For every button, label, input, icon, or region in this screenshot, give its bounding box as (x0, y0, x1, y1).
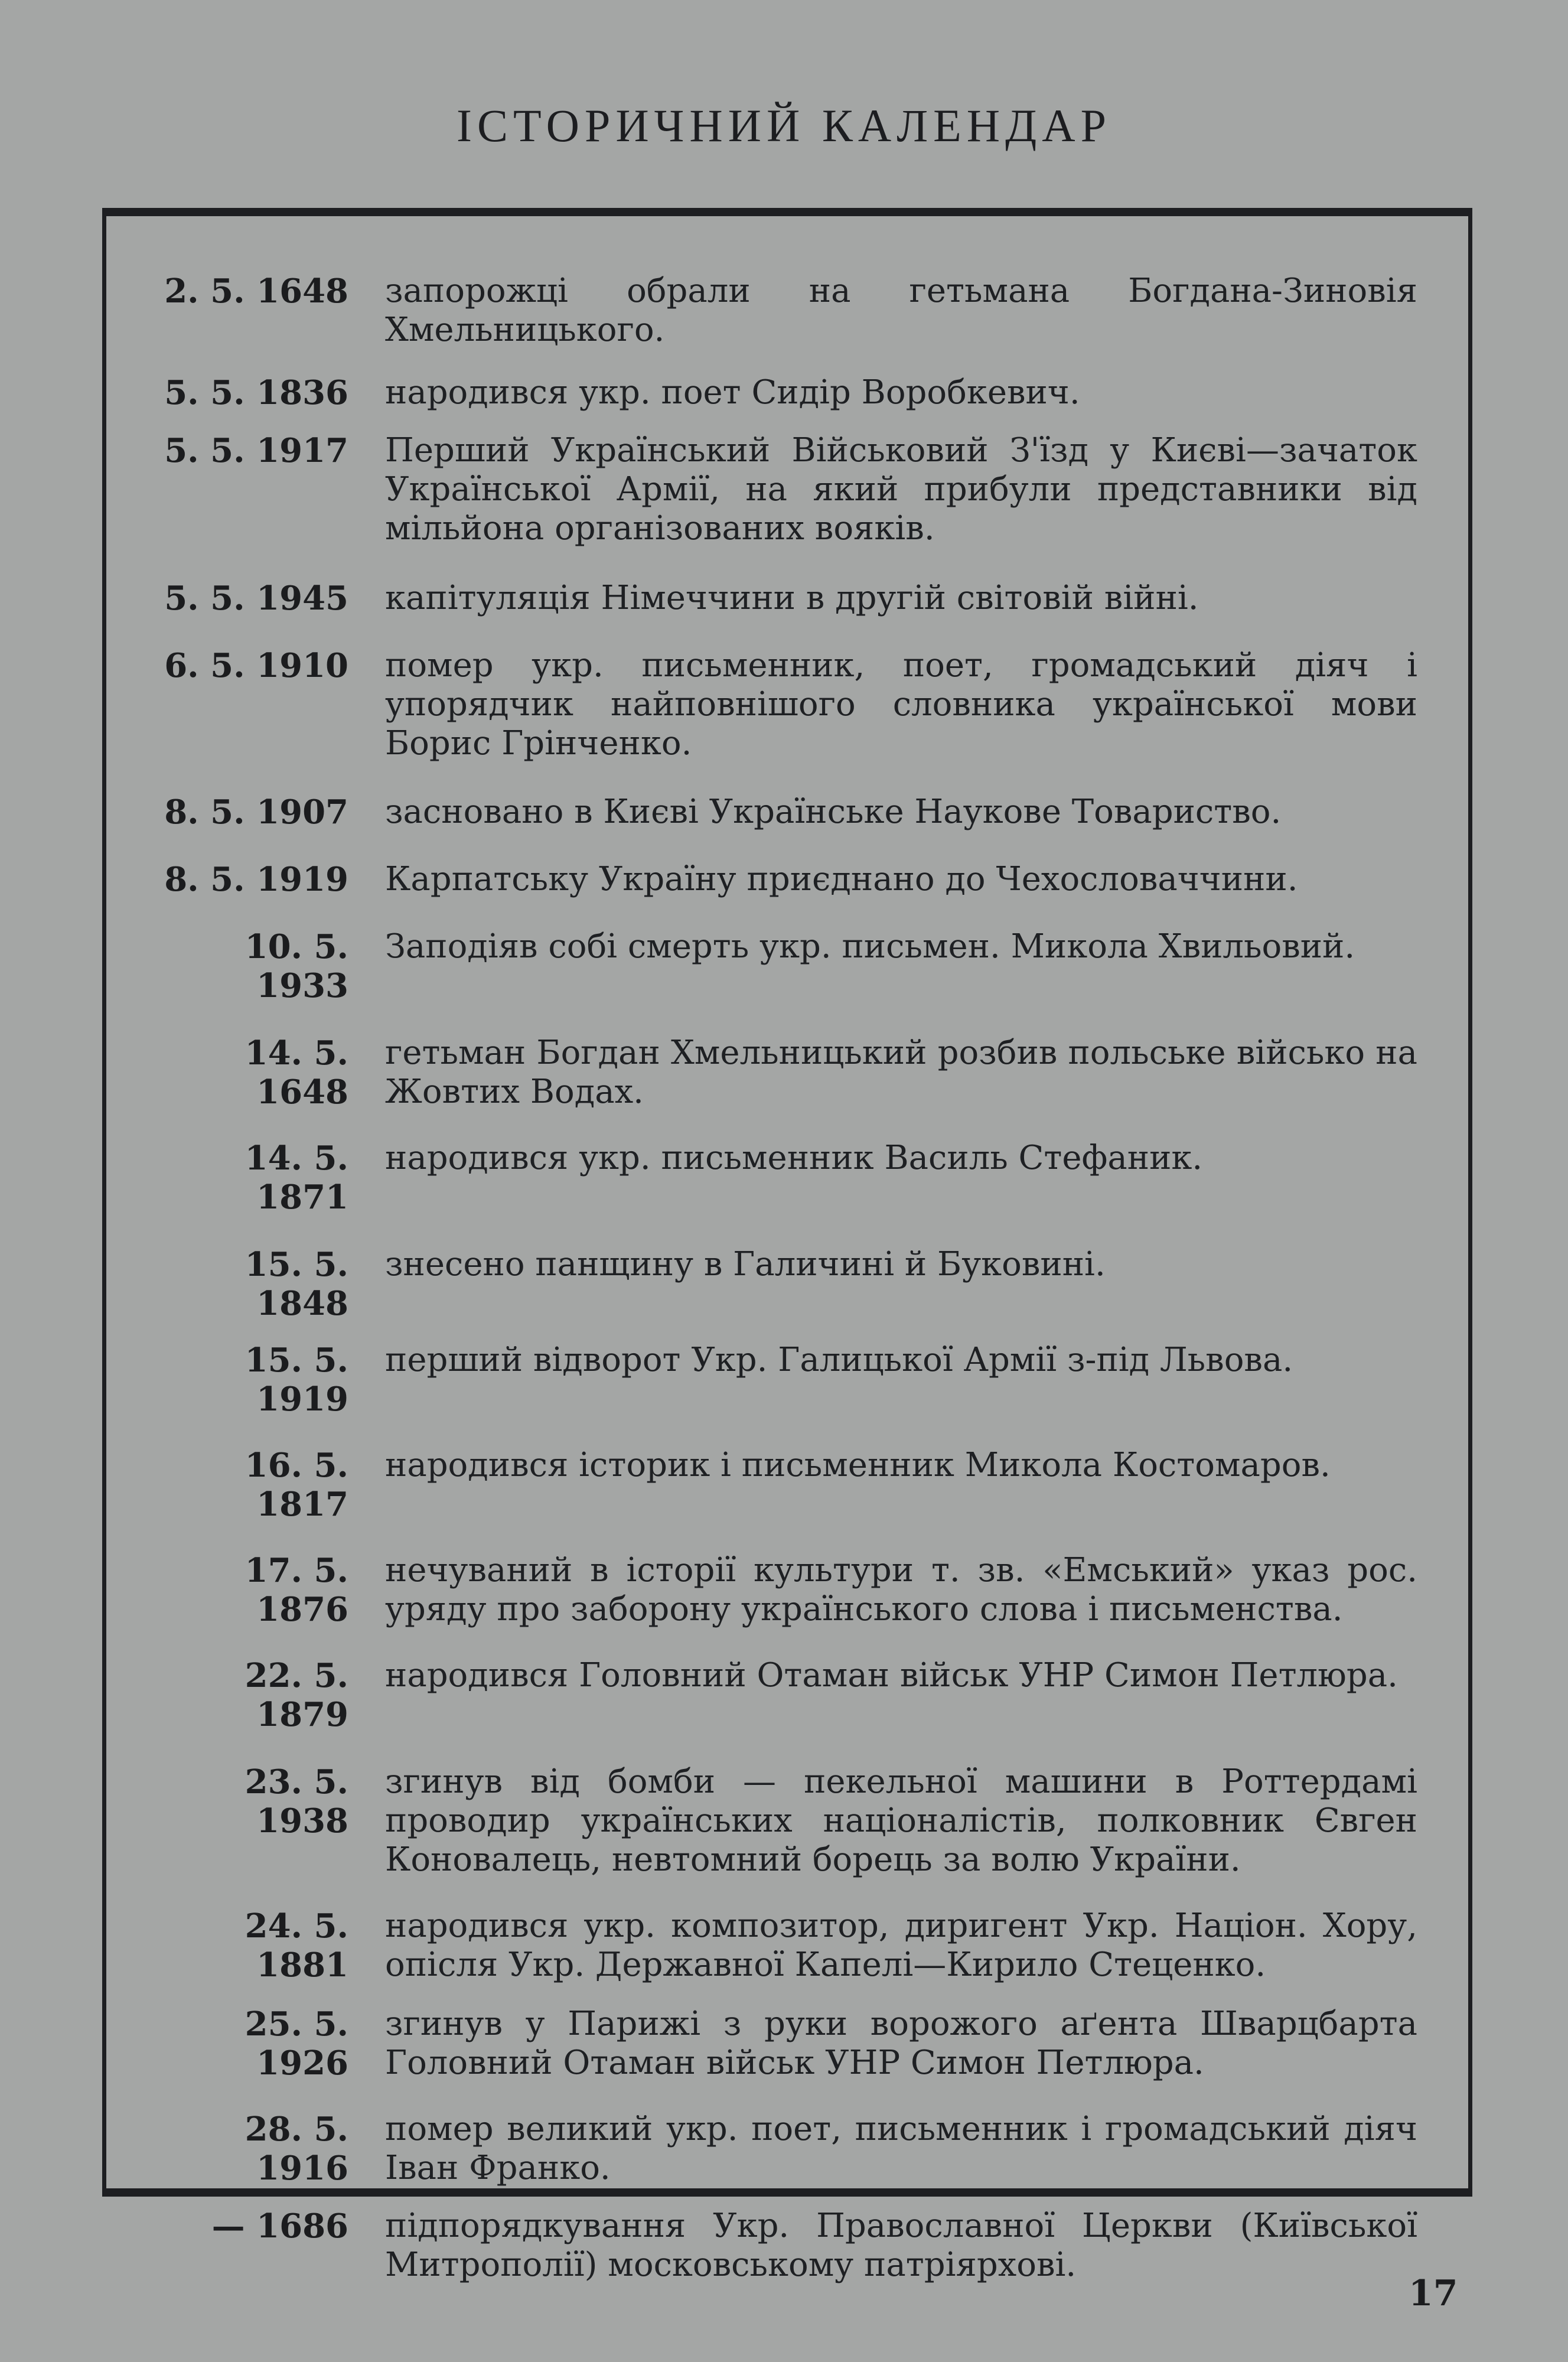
list-item (142, 373, 1417, 412)
entry-text: народився укр. поет Сидір Воробкевич. (385, 373, 1080, 412)
list-item (142, 2005, 1417, 2083)
entry-date: 24. 5. 1881 (245, 1907, 348, 1985)
list-item (142, 1446, 1417, 1524)
list-item (142, 579, 1417, 618)
list-item (142, 272, 1417, 350)
entry-date: 23. 5. 1938 (245, 1762, 348, 1840)
list-item (142, 860, 1417, 899)
list-item (142, 927, 1417, 1005)
list-item (142, 431, 1417, 548)
entry-text: перший відворот Укр. Галицької Армії з-під Львова. (385, 1341, 1293, 1379)
entry-text: народився укр. композитор, диригент Укр. Націон. Хору, опісля Укр. Державної Капелі—Кирило Стеценко. (385, 1907, 1417, 1984)
entry-date: 22. 5. 1879 (245, 1656, 348, 1734)
entry-date: 16. 5. 1817 (245, 1446, 348, 1524)
entry-text: нечуваний в історії культури т. зв. «Емський» указ рос. уряду про заборону українського слова і письменства. (385, 1551, 1417, 1628)
entry-text: гетьман Богдан Хмельницький розбив польське військо на Жовтих Водах. (385, 1034, 1417, 1111)
entry-text: помер укр. письменник, поет, громадський діяч і упорядчик найповнішого словника української мови Борис Грінченко. (385, 646, 1417, 763)
entry-text: народився Головний Отаман військ УНР Симон Петлюра. (385, 1656, 1398, 1695)
entry-text: Перший Український Військовий З'їзд у Києві—зачаток Української Армії, на який прибули представники від мільйона організованих вояків. (385, 431, 1417, 548)
list-item (142, 1762, 1417, 1879)
entry-date: 15. 5. 1919 (245, 1341, 348, 1419)
list-item (142, 793, 1417, 832)
list-item (142, 646, 1417, 763)
entry-date: — 1686 (211, 2207, 348, 2246)
list-item (142, 1034, 1417, 1112)
entry-text: запорожці обрали на гетьмана Богдана-Зиновія Хмельницького. (385, 272, 1417, 349)
entry-text: народився укр. письменник Василь Стефаник. (385, 1139, 1203, 1177)
list-item (142, 1341, 1417, 1419)
entry-text: Карпатську Україну приєднано до Чехословаччини. (385, 860, 1298, 898)
list-item (142, 2110, 1417, 2188)
entry-text: капітуляція Німеччини в другій світовій війні. (385, 579, 1199, 617)
entry-text: народився історик і письменник Микола Костомаров. (385, 1446, 1331, 1484)
entry-date: 14. 5. 1648 (245, 1034, 348, 1112)
entry-text: згинув від бомби — пекельної машини в Роттердамі проводир українських націоналістів, полковник Євген Коновалець, невтомний борець за волю України. (385, 1762, 1417, 1879)
entry-date: 25. 5. 1926 (245, 2005, 348, 2083)
entry-date: 28. 5. 1916 (245, 2110, 348, 2188)
entry-date: 5. 5. 1836 (164, 373, 348, 412)
list-item (142, 1907, 1417, 1985)
entry-date: 6. 5. 1910 (164, 646, 348, 685)
list-item (142, 1139, 1417, 1217)
list-item (142, 2207, 1417, 2285)
entry-text: Заподіяв собі смерть укр. письмен. Микола Хвильовий. (385, 927, 1355, 966)
entry-text: згинув у Парижі з руки ворожого аґента Шварцбарта Головний Отаман військ УНР Симон Петлюра. (385, 2005, 1417, 2082)
entries-list (142, 272, 1417, 2285)
entry-date: 15. 5. 1848 (245, 1245, 348, 1323)
entry-date: 14. 5. 1871 (245, 1139, 348, 1217)
entry-date: 2. 5. 1648 (164, 272, 348, 311)
entry-date: 5. 5. 1917 (164, 431, 348, 470)
list-item (142, 1656, 1417, 1734)
page-title: ІСТОРИЧНИЙ КАЛЕНДАР (457, 100, 1111, 151)
page-number: 17 (1409, 2273, 1458, 2314)
entry-text: помер великий укр. поет, письменник і громадський діяч Іван Франко. (385, 2110, 1417, 2187)
entry-date: 8. 5. 1919 (164, 860, 348, 899)
entry-text: знесено панщину в Галичині й Буковині. (385, 1245, 1106, 1283)
entry-date: 8. 5. 1907 (164, 793, 348, 832)
entry-text: підпорядкування Укр. Православної Церкви (Київської Митрополії) московському патріярхові. (385, 2207, 1417, 2284)
list-item (142, 1245, 1417, 1323)
entry-date: 17. 5. 1876 (245, 1551, 348, 1629)
entry-text: засновано в Києві Українське Наукове Товариство. (385, 793, 1282, 831)
list-item (142, 1551, 1417, 1629)
entry-date: 5. 5. 1945 (164, 579, 348, 618)
entry-date: 10. 5. 1933 (245, 927, 348, 1005)
